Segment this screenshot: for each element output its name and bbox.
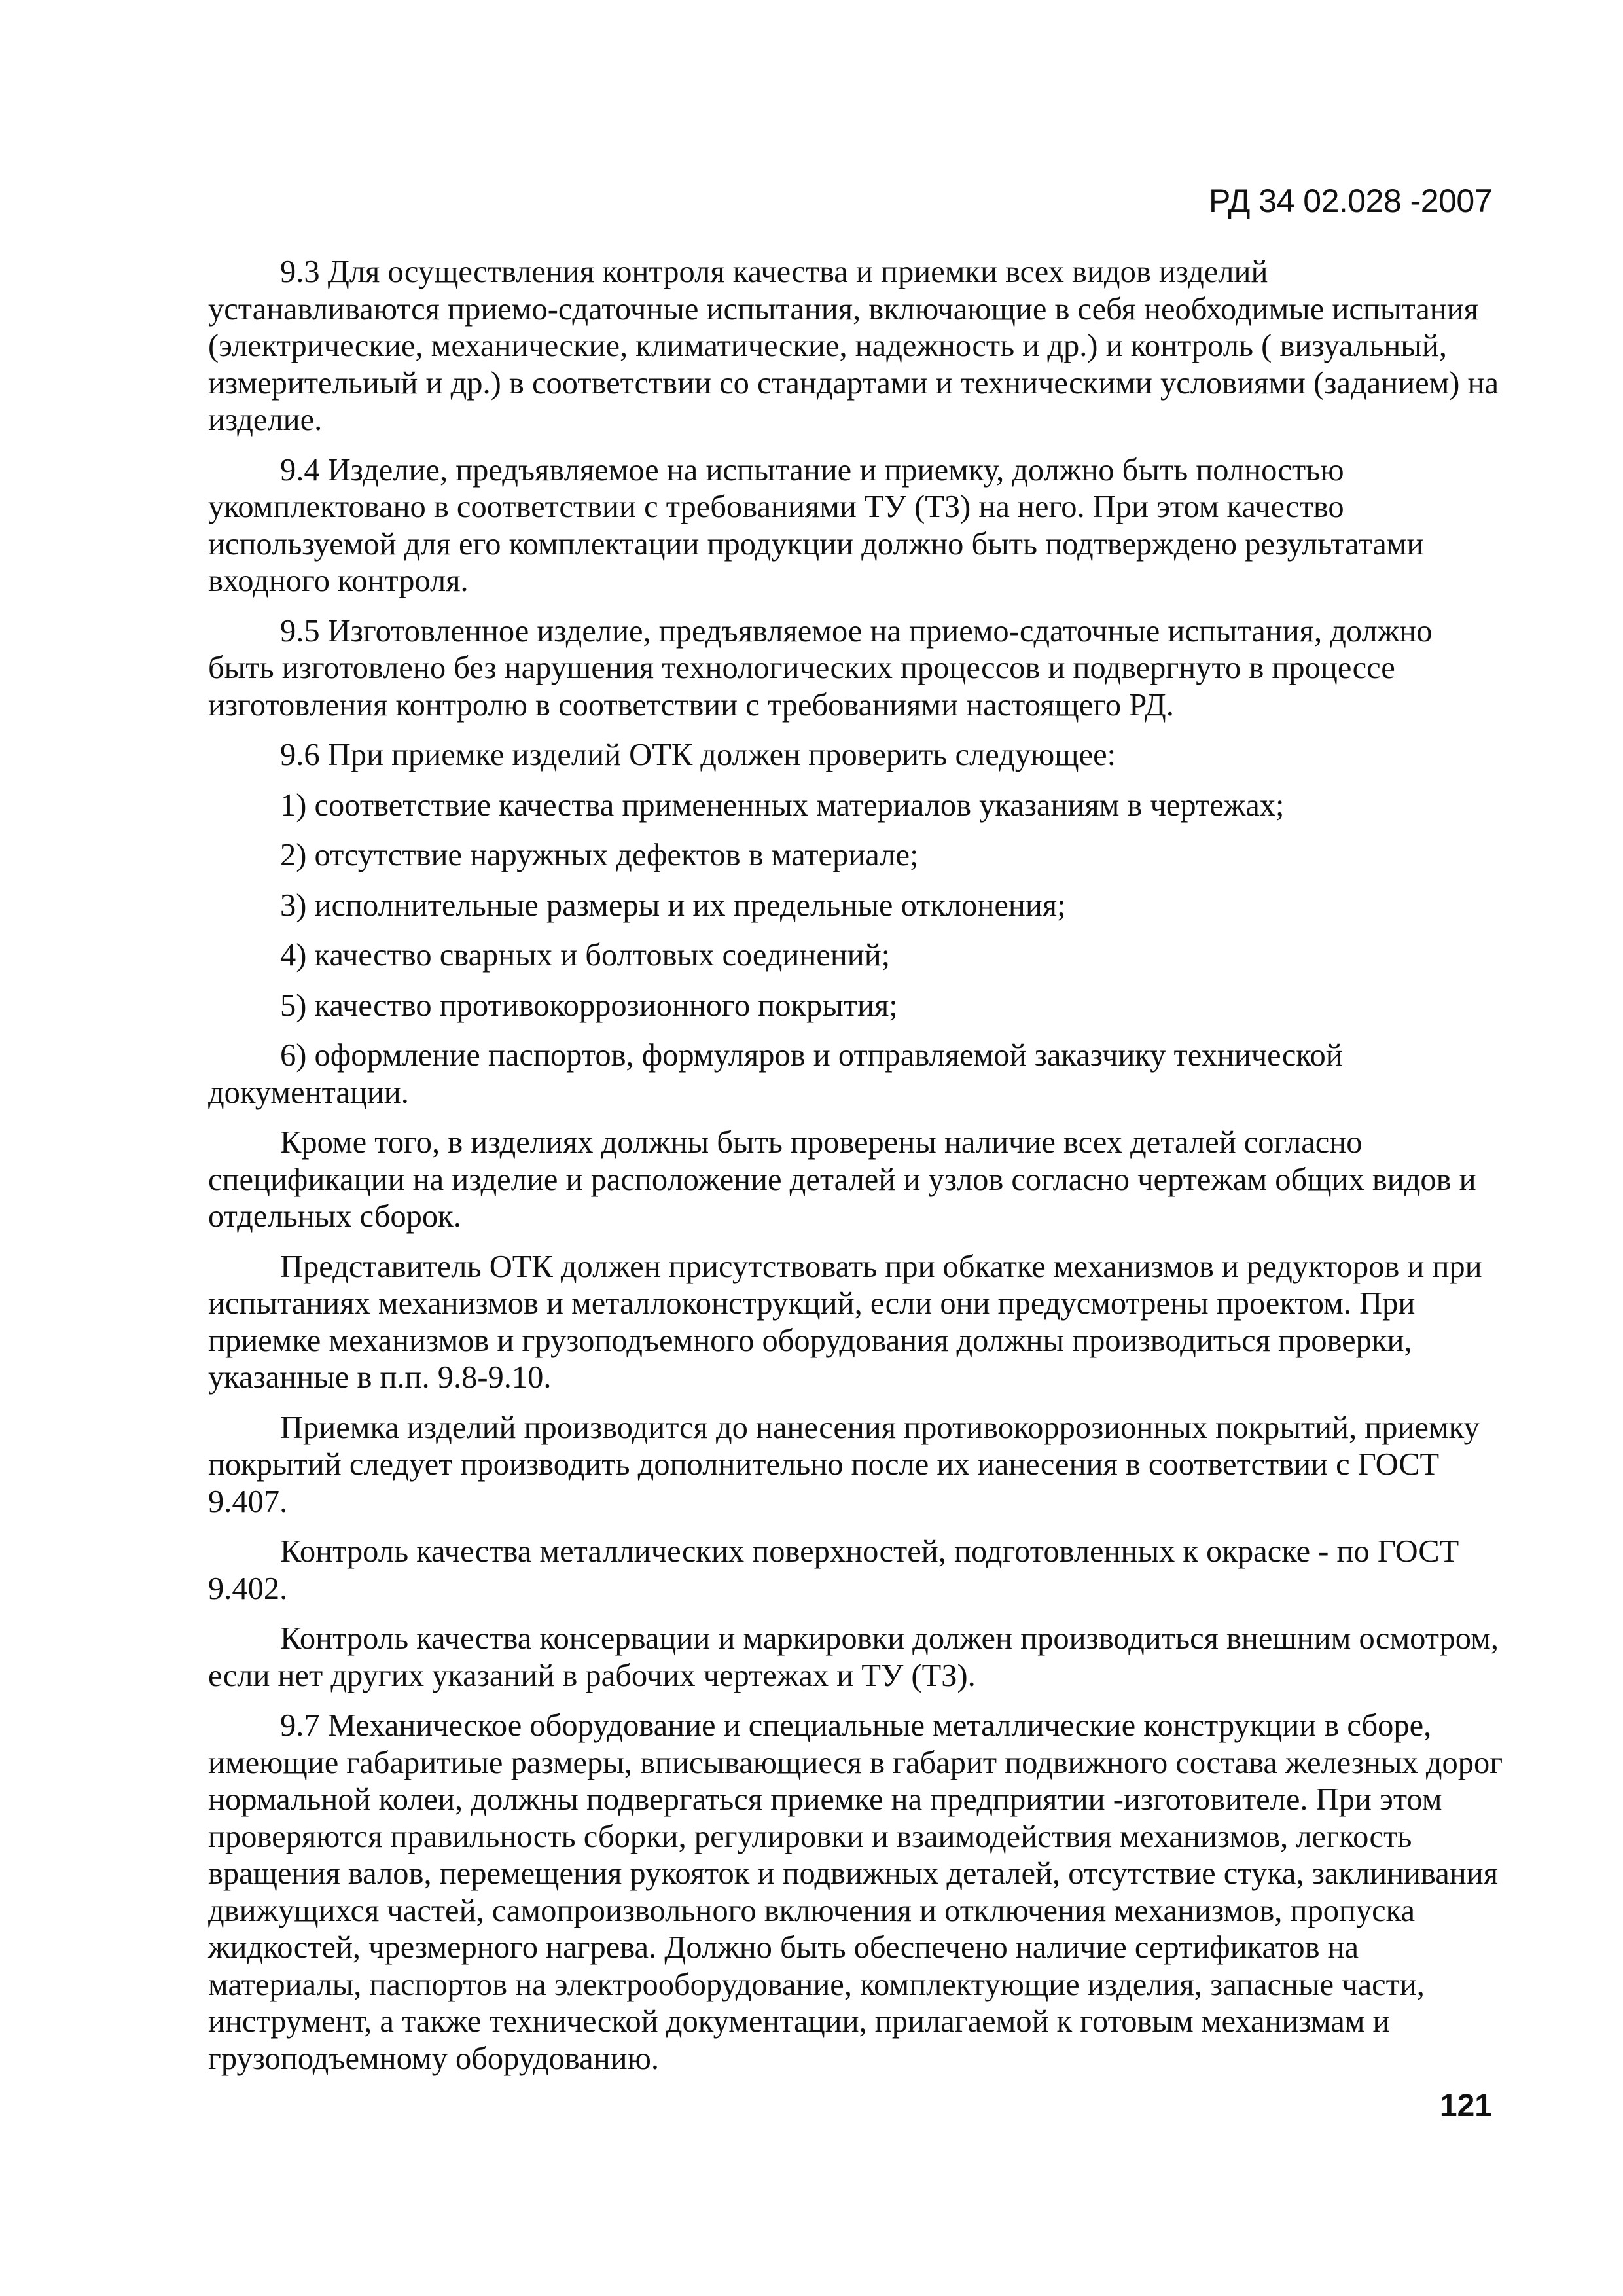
- document-body: [208, 254, 1504, 2090]
- paragraph-coating-acceptance: Приемка изделий производится до нанесения противокоррозионных покрытий, приемку покрытий следует производить дополнительно после их ианесения в соответствии с ГОСТ 9.407.: [208, 1410, 1480, 1519]
- paragraph-additional-checks: Кроме того, в изделиях должны быть проверены наличие всех деталей согласно спецификации на изделие и расположение деталей и узлов согласно чертежам общих видов и отдельных сборок.: [208, 1125, 1476, 1234]
- page-number: 121: [1439, 2089, 1492, 2123]
- paragraph-9-7: 9.7 Механическое оборудование и специальные металлические конструкции в сборе, имеющие габаритиые размеры, вписывающиеся в габарит подвижного состава железных дорог нормальной колеи, должны подвергаться приемке на предприятии -изготовителе. При этом проверяются правильность сборки, регулировки и взаимодействия механизмов, легкость вращения валов, перемещения рукояток и подвижных деталей, отсутствие стука, заклинивания движущихся частей, самопроизвольного включения и отключения механизмов, пропуска жидкостей, чрезмерного нагрева. Должно быть обеспечено наличие сертификатов на материалы, паспортов на электрооборудование, комплектующие изделия, запасные части, инструмент, а также технической документации, прилагаемой к готовым механизмам и грузоподъемному оборудованию.: [208, 1708, 1503, 2076]
- list-item-1: 1) соответствие качества примененных материалов указаниям в чертежах;: [280, 787, 1285, 823]
- paragraph-preservation-control: Контроль качества консервации и маркировки должен производиться внешним осмотром, если нет других указаний в рабочих чертежах и ТУ (ТЗ).: [208, 1621, 1499, 1693]
- document-code: РД 34 02.028 -2007: [1209, 183, 1492, 219]
- list-item-3: 3) исполнительные размеры и их предельные отклонения;: [280, 888, 1066, 923]
- paragraph-surface-control: Контроль качества металлических поверхностей, подготовленных к окраске - по ГОСТ 9.402.: [208, 1534, 1459, 1606]
- paragraph-9-6: 9.6 При приемке изделий ОТК должен проверить следующее:: [280, 738, 1116, 772]
- list-item-4: 4) качество сварных и болтовых соединений;: [280, 938, 891, 973]
- paragraph-9-5: 9.5 Изготовленное изделие, предъявляемое на приемо-сдаточные испытания, должно быть изготовлено без нарушения технологических процессов и подвергнуто в процессе изготовления контролю в соответствии с требованиями настоящего РД.: [208, 613, 1433, 723]
- paragraph-9-3: 9.3 Для осуществления контроля качества и приемки всех видов изделий устанавливаются приемо-сдаточные испытания, включающие в себя необходимые испытания (электрические, механические, климатические, надежность и др.) и контроль ( визуальный, измерительиый и др.) в соответствии со стандартами и техническими условиями (заданием) на изделие.: [208, 255, 1499, 437]
- paragraph-otk-representative: Представитель ОТК должен присутствовать при обкатке механизмов и редукторов и при испытаниях механизмов и металлоконструкций, если они предусмотрены проектом. При приемке механизмов и грузоподъемного оборудования должны производиться проверки, указанные в п.п. 9.8-9.10.: [208, 1249, 1482, 1395]
- paragraph-9-4: 9.4 Изделие, предъявляемое на испытание и приемку, должно быть полностью укомплектовано в соответствии с требованиями ТУ (ТЗ) на него. При этом качество используемой для его комплектации продукции должно быть подтверждено результатами входного контроля.: [208, 452, 1424, 598]
- list-item-6: 6) оформление паспортов, формуляров и отправляемой заказчику технической документации.: [208, 1038, 1343, 1110]
- list-item-5: 5) качество противокоррозионного покрытия;: [280, 988, 898, 1023]
- list-item-2: 2) отсутствие наружных дефектов в материале;: [280, 838, 919, 872]
